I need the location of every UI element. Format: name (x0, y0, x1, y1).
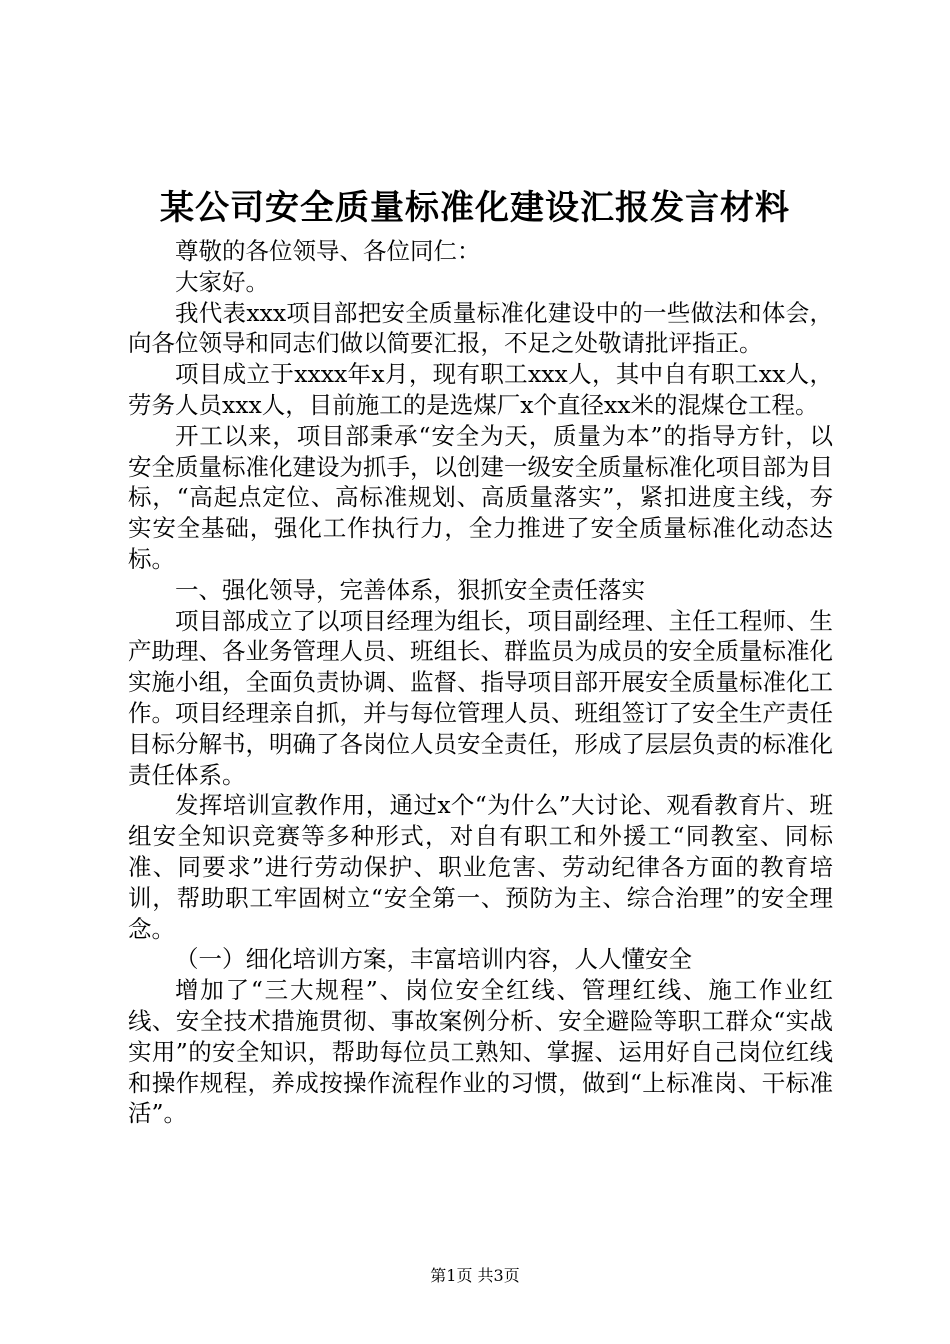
section-heading: 一、强化领导，完善体系，狠抓安全责任落实 (175, 575, 645, 604)
paragraph: 项目部成立了以项目经理为组长，项目副经理、主任工程师、生产助理、各业务管理人员、班组长、群监员为成员的安全质量标准化实施小组，全面负责协调、监督、指导项目部开展安全质量标准化工作。项目经理亲自抓，并与每位管理人员、班组签订了安全生产责任目标分解书，明确了各岗位人员安全责任，形成了层层负责的标准化责任体系。 (128, 606, 833, 789)
salutation: 尊敬的各位领导、各位同仁： (175, 237, 481, 265)
paragraph: 发挥培训宣教作用，通过x个“为什么”大讨论、观看教育片、班组安全知识竞赛等多种形式，对自有职工和外援工“同教室、同标准、同要求”进行劳动保护、职业危害、劳动纪律各方面的教育培训，帮助职工牢固树立“安全第一、预防为主、综合治理”的安全理念。 (128, 791, 833, 943)
page-footer: 第1页 共3页 (430, 1266, 520, 1285)
paragraph: 我代表xxx项目部把安全质量标准化建设中的一些做法和体会，向各位领导和同志们做以简要汇报，不足之处敬请批评指正。 (128, 298, 833, 358)
document-title: 某公司安全质量标准化建设汇报发言材料 (160, 188, 790, 228)
paragraph: 项目成立于xxxx年x月，现有职工xxx人，其中自有职工xx人，劳务人员xxx人，目前施工的是选煤厂x个直径xx米的混煤仓工程。 (128, 360, 833, 419)
document-body (128, 236, 833, 1129)
greeting: 大家好。 (175, 267, 269, 296)
subsection-heading: （一）细化培训方案，丰富培训内容，人人懂安全 (175, 945, 692, 974)
paragraph: 增加了“三大规程”、岗位安全红线、管理红线、施工作业红线、安全技术措施贯彻、事故案例分析、安全避险等职工群众“实战实用”的安全知识，帮助每位员工熟知、掌握、运用好自己岗位红线和操作规程，养成按操作流程作业的习惯，做到“上标准岗、干标准活”。 (128, 976, 833, 1128)
paragraph: 开工以来，项目部秉承“安全为天，质量为本”的指导方针，以安全质量标准化建设为抓手，以创建一级安全质量标准化项目部为目标，“高起点定位、高标准规划、高质量落实”，紧扣进度主线，夯实安全基础，强化工作执行力，全力推进了安全质量标准化动态达标。 (128, 421, 833, 573)
